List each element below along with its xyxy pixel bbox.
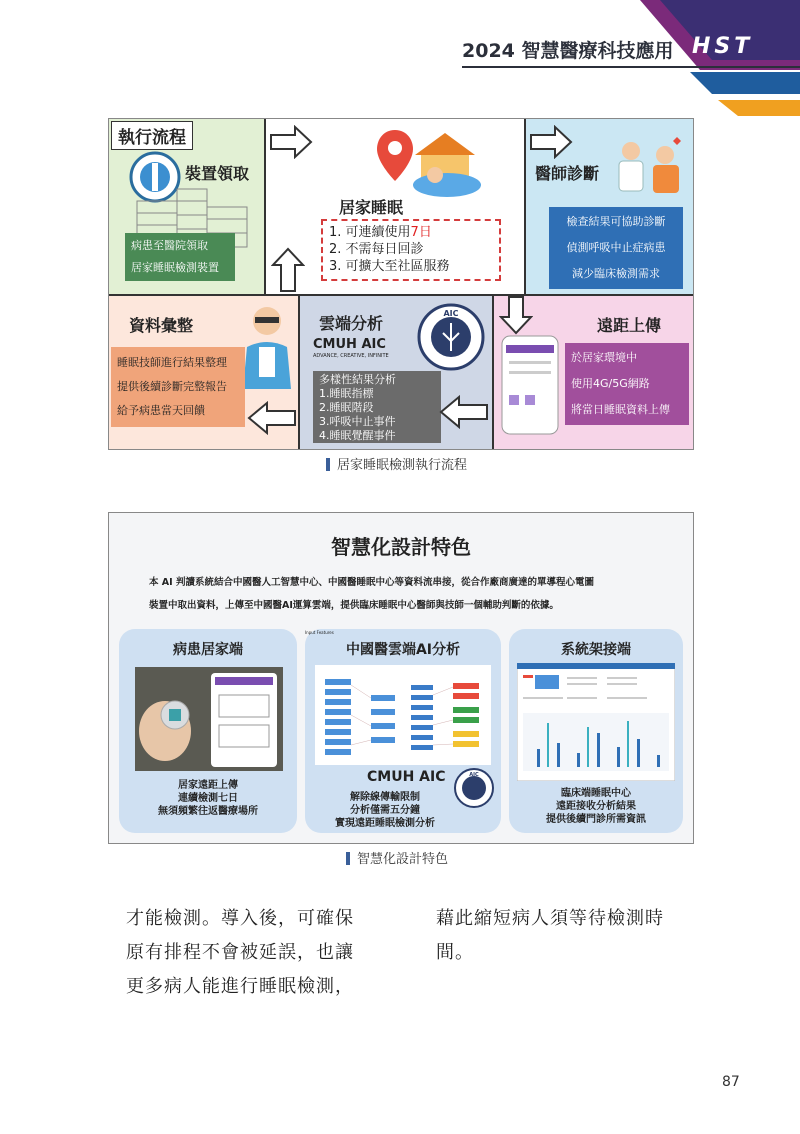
device-notes [125,233,235,281]
figure2-desc-line-2: 裝置中取出資料，上傳至中國醫AI運算雲端，提供臨床睡眠中心醫師與技師一個輔助判斷的依據。 [149,600,559,611]
cloud-note-3: 2.睡眠階段 [319,401,374,414]
grid-divider-v1 [264,119,266,295]
doctor-note-3: 減少臨床檢測需求 [572,267,660,280]
figure2-caption [346,848,448,867]
card3-title: 系統架接端 [561,642,631,658]
card-cloud-ai [305,629,501,833]
data-note-1: 睡眠技師進行結果整理 [117,356,227,369]
figure2-caption-text: 智慧化設計特色 [357,852,449,867]
card3-line-3: 提供後續門診所需資訊 [546,814,646,825]
doctor-notes [549,207,683,289]
arrow-right-icon [269,125,313,159]
doctor-note-1: 檢查結果可協助診斷 [566,215,666,228]
card2-line-3: 實現遠距睡眠檢測分析 [335,818,435,829]
doctor-title: 醫師診斷 [535,164,600,183]
figure1-caption-text: 居家睡眠檢測執行流程 [337,458,468,473]
home-title: 居家睡眠 [339,198,404,217]
caption-marker [326,458,330,471]
body-right-line-1: 藉此縮短病人須等待檢測時 [436,908,664,929]
body-column-left [126,902,354,1004]
header-title: 2024 智慧醫療科技應用 [462,40,674,62]
arrow-down-icon [499,295,533,335]
device-note-2: 居家睡眠檢測裝置 [131,261,219,274]
card1-line-1: 居家遠距上傳 [178,780,238,791]
card1-line-2: 連續檢測七日 [178,793,238,804]
doctor-note-2: 偵測呼吸中止症病患 [566,241,666,254]
body-left-line-3: 更多病人能進行睡眠檢測， [126,976,354,997]
hst-logo: HST [692,34,754,59]
aic-seal-icon [417,303,485,371]
grid-divider-h [109,294,693,296]
svg-text:AIC: AIC [443,309,459,318]
page-number: 87 [722,1074,740,1090]
data-title: 資料彙整 [129,316,194,335]
card3-line-1: 臨床端睡眠中心 [561,788,631,799]
body-left-line-2: 原有排程不會被延誤，也讓 [126,942,354,963]
home-feature-2: 2. 不需每日回診 [329,242,424,257]
caption-marker [346,852,350,865]
card2-title: 中國醫雲端AI分析 [345,642,461,658]
home-sleep-icon [375,125,485,205]
device-title: 裝置領取 [185,164,250,183]
card2-brand: CMUH AIC [367,769,446,785]
card1-line-3: 無須頻繁往返醫療場所 [158,806,258,817]
cloud-note-2: 1.睡眠指標 [319,387,374,400]
dashboard-screenshot-icon [517,663,675,781]
data-notes [111,347,245,427]
cloud-title: 雲端分析 [319,314,384,333]
neural-network-diagram-icon [315,665,491,765]
header-decoration [0,0,800,130]
upload-note-1: 於居家環境中 [571,351,637,364]
body-column-right [436,902,664,970]
device-photo-icon [135,667,283,771]
card1-title: 病患居家端 [173,642,243,658]
doctor-patient-icon [609,133,689,203]
figure2-description [149,571,659,617]
cloud-note-5: 4.睡眠覺醒事件 [319,429,396,442]
figure1-caption [326,454,467,473]
arrow-up-icon [271,247,305,293]
data-note-2: 提供後續診斷完整報告 [117,380,227,393]
grid-divider-v4 [492,295,494,449]
cloud-brand: CMUH AIC [313,337,386,352]
card2-line-2: 分析僅需五分鐘 [350,805,420,816]
phone-app-icon [501,335,559,435]
exec-flow-label: 執行流程 [111,121,193,150]
upload-note-3: 將當日睡眠資料上傳 [571,403,670,416]
arrow-right-icon [529,125,573,159]
device-note-1: 病患至醫院領取 [131,239,208,252]
header-rule [462,66,800,68]
technician-icon [237,299,297,389]
nn-label-1: Input Features [305,630,334,635]
upload-note-2: 使用4G/5G網路 [571,377,650,390]
cloud-tagline: ADVANCE, CREATIVE, INFINITE [313,353,389,359]
home-feature-3: 3. 可擴大至社區服務 [329,259,450,274]
figure2-desc-line-1: 本 AI 判讀系統結合中國醫人工智慧中心、中國醫睡眠中心等資料流串接，從合作廠商廣達的單導程心電圖 [149,577,595,588]
svg-text:AIC: AIC [469,772,479,778]
arrow-left-icon [247,401,297,435]
data-note-3: 給予病患當天回饋 [117,404,205,417]
home-feature-1-days: 7日 [410,225,432,240]
card3-line-2: 遠距接收分析結果 [556,801,636,812]
arrow-left-icon [439,395,489,429]
card-system-integration [509,629,683,833]
body-right-line-2: 間。 [436,942,474,963]
body-left-line-1: 才能檢測。導入後，可確保 [126,908,354,929]
cloud-note-4: 3.呼吸中止事件 [319,415,396,428]
grid-divider-v3 [298,295,300,449]
card2-line-1: 解除線傳輸限制 [350,792,420,803]
home-feature-1: 1. 可連續使用 [329,225,411,240]
cloud-note-1: 多樣性結果分析 [319,373,396,386]
cloud-notes [313,371,441,443]
home-features [321,219,501,281]
card-patient-home [119,629,297,833]
figure-workflow [108,118,694,450]
figure-smart-design [108,512,694,844]
figure2-title: 智慧化設計特色 [331,535,471,559]
upload-title: 遠距上傳 [597,316,662,335]
upload-notes [565,343,689,425]
grid-divider-v2 [524,119,526,295]
